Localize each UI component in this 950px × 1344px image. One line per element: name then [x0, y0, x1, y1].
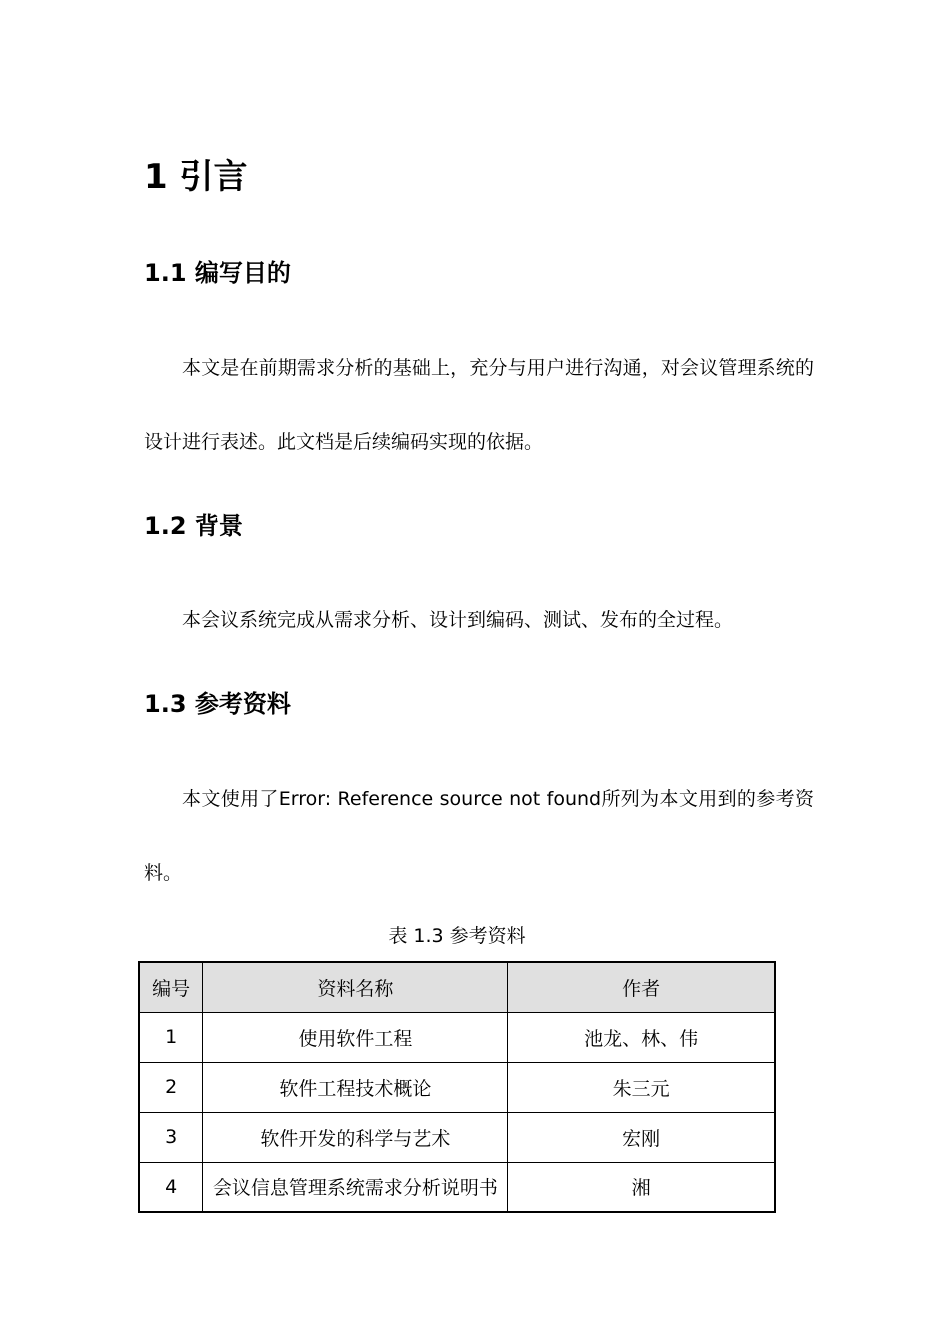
- cell-number: 4: [139, 1162, 203, 1212]
- header-number: 编号: [139, 962, 203, 1012]
- cell-author: 宏刚: [508, 1112, 775, 1162]
- paragraph-background: 本会议系统完成从需求分析、设计到编码、测试、发布的全过程。: [182, 609, 734, 631]
- paragraph-references: 本文使用了Error: Reference source not found所列为本文用到的参考资料。: [144, 788, 814, 884]
- section-title-background: 1.2 背景: [144, 512, 243, 540]
- cell-number: 3: [139, 1112, 203, 1162]
- cell-title: 软件工程技术概论: [203, 1062, 508, 1112]
- table-row: [139, 1162, 775, 1212]
- references-table: [138, 961, 776, 1213]
- chapter-title: 1 引言: [144, 157, 248, 197]
- cell-author: 朱三元: [508, 1062, 775, 1112]
- header-title: 资料名称: [203, 962, 508, 1012]
- cell-author: 湘: [508, 1162, 775, 1212]
- table-row: [139, 1012, 775, 1062]
- cell-title: 使用软件工程: [203, 1012, 508, 1062]
- paragraph-purpose: 本文是在前期需求分析的基础上，充分与用户进行沟通，对会议管理系统的设计进行表述。此文档是后续编码实现的依据。: [144, 357, 814, 453]
- table-header-row: [139, 962, 775, 1012]
- section-title-purpose: 1.1 编写目的: [144, 259, 291, 287]
- header-author: 作者: [508, 962, 775, 1012]
- table-row: [139, 1062, 775, 1112]
- cell-number: 2: [139, 1062, 203, 1112]
- table-caption: 表 1.3 参考资料: [388, 925, 526, 947]
- section-title-references: 1.3 参考资料: [144, 690, 291, 718]
- table-row: [139, 1112, 775, 1162]
- cell-title: 会议信息管理系统需求分析说明书: [203, 1162, 508, 1212]
- cell-title: 软件开发的科学与艺术: [203, 1112, 508, 1162]
- cell-author: 池龙、林、伟: [508, 1012, 775, 1062]
- cell-number: 1: [139, 1012, 203, 1062]
